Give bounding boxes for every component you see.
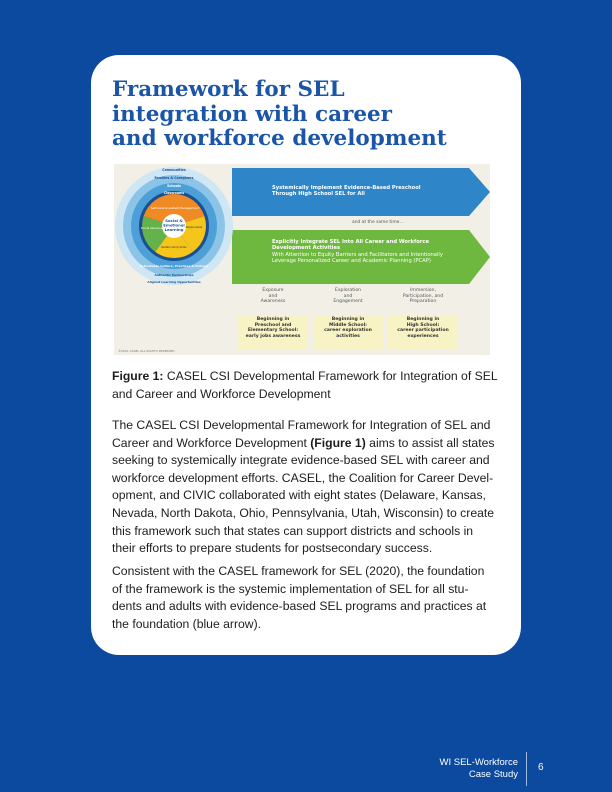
stage-immersion xyxy=(388,288,458,350)
page-title xyxy=(112,78,492,152)
footer-divider xyxy=(526,752,527,786)
footer-line: Case Study xyxy=(468,768,518,780)
stage-bottom-line: career exploration xyxy=(324,328,372,334)
segment-label: Self-Management xyxy=(172,206,200,210)
paragraph-line xyxy=(112,435,512,453)
stage-top-line: Participation, and xyxy=(402,293,444,299)
stage-exploration xyxy=(313,288,383,350)
framework-figure xyxy=(114,164,490,355)
stage-bottom-line: Beginning in xyxy=(406,317,440,322)
stage-bottom-line: experiences xyxy=(407,333,439,339)
paragraph-line: The CASEL CSI Developmental Framework for Integration of SEL and xyxy=(112,418,491,432)
ring-label: Authentic Partnerships xyxy=(154,273,194,277)
center-label: Emotional xyxy=(163,222,185,228)
paragraph-line: this framework such that states can support districts and schools in xyxy=(112,523,474,538)
paragraph-line: workforce development efforts. CASEL, the Coalition for Career Devel- xyxy=(112,470,494,485)
page-number: 6 xyxy=(538,762,544,773)
footer-doc-title xyxy=(440,757,518,780)
stage-bottom-line: activities xyxy=(336,333,360,339)
green-arrow-text xyxy=(272,239,443,265)
caption-text: CASEL CSI Developmental Framework for Integration of SEL and Career and Workforce Development xyxy=(112,369,498,401)
green-arrow-bold: Explicitly Integrate SEL Into All Career and Workforce xyxy=(272,239,429,245)
stage-top-line: Exposure xyxy=(262,288,284,293)
paragraph-1 xyxy=(112,417,512,558)
segment-label: Self-Awareness xyxy=(150,206,174,210)
figure-reference: (Figure 1) xyxy=(310,435,366,450)
footer-line: WI SEL-Workforce xyxy=(439,757,518,768)
paragraph-2 xyxy=(112,563,512,633)
segment-label: Social Awareness xyxy=(140,226,166,230)
center-label: Learning xyxy=(164,227,184,232)
figure-copyright: ©2021 CASEL ALL RIGHTS RESERVED xyxy=(118,349,175,353)
stage-bottom-line: Middle School: xyxy=(328,322,368,328)
paragraph-line: seeking to systemically integrate evidence-based SEL with career and xyxy=(112,453,490,468)
blue-arrow-line: Through High School SEL for All xyxy=(272,191,365,198)
stage-top-line: Immersion, xyxy=(410,288,436,293)
paragraph-line: their efforts to prepare students for postsecondary success. xyxy=(112,541,433,556)
ring-label: Communities xyxy=(162,168,186,172)
stage-bottom-line: Beginning in xyxy=(256,317,290,322)
paragraph-line: dents and adults with evidence-based SEL programs and practices at xyxy=(112,599,487,614)
stage-top-line: Awareness xyxy=(260,299,286,305)
ring-label: Classrooms xyxy=(163,191,185,195)
ring-label: Schools xyxy=(167,184,181,188)
blue-arrow-text xyxy=(272,185,421,198)
stage-bottom-line: early jobs awareness xyxy=(245,333,301,339)
text-run: Career and Workforce Development xyxy=(112,435,311,450)
paragraph-line: the foundation (blue arrow). xyxy=(112,616,262,631)
stage-top-line: Engagement xyxy=(333,299,363,305)
segment-label: Relationship Skills xyxy=(161,245,187,249)
title-line: Framework for SEL xyxy=(112,77,345,102)
green-arrow-line: With Attention to Equity Barriers and Facilitators and Intentionally xyxy=(272,251,443,258)
paragraph-line: opment, and CIVIC collaborated with eight states (Delaware, Kansas, xyxy=(112,488,486,503)
stage-top-line: Exploration xyxy=(334,288,362,293)
middle-text: and at the same time… xyxy=(352,220,404,225)
green-arrow-line: Leverage Personalized Career and Academic Planning (PCAP) xyxy=(272,258,431,265)
stage-bottom-line: Preschool and xyxy=(254,322,292,328)
paragraph-line: Consistent with the CASEL framework for SEL (2020), the foundation xyxy=(112,564,485,578)
stage-bottom-line: career participation xyxy=(397,328,449,334)
green-arrow-bold: Development Activities xyxy=(272,245,341,252)
paragraph-line: of the framework is the systemic implementation of SEL for all stu- xyxy=(112,581,469,596)
paragraph-line: Nevada, North Dakota, Ohio, Pennsylvania, Utah, Wisconsin) to create xyxy=(112,505,495,520)
stage-bottom-line: Elementary School: xyxy=(247,328,299,334)
stage-exposure xyxy=(238,288,308,350)
segment-label: Responsible xyxy=(185,225,203,229)
ring-label: Aligned Learning Opportunities xyxy=(147,280,201,284)
ring-label: Schoolwide Culture, Practices & Policies xyxy=(139,264,209,268)
caption-label: Figure 1: xyxy=(112,369,164,383)
blue-arrow-line: Systemically Implement Evidence-Based Preschool xyxy=(272,185,421,191)
ring-label: Families & Caregivers xyxy=(154,176,194,180)
stage-top-line: Preparation xyxy=(409,299,437,305)
text-run: aims to assist all states xyxy=(365,435,495,450)
stage-top-line: and xyxy=(268,293,278,299)
stage-bottom-line: High School: xyxy=(406,322,440,328)
title-line: and workforce development xyxy=(112,126,447,151)
title-line: integration with career xyxy=(112,101,393,127)
center-label: Social & xyxy=(165,218,183,223)
stage-bottom-line: Beginning in xyxy=(331,317,365,322)
stage-top-line: and xyxy=(343,293,353,299)
figure-caption xyxy=(112,368,507,403)
